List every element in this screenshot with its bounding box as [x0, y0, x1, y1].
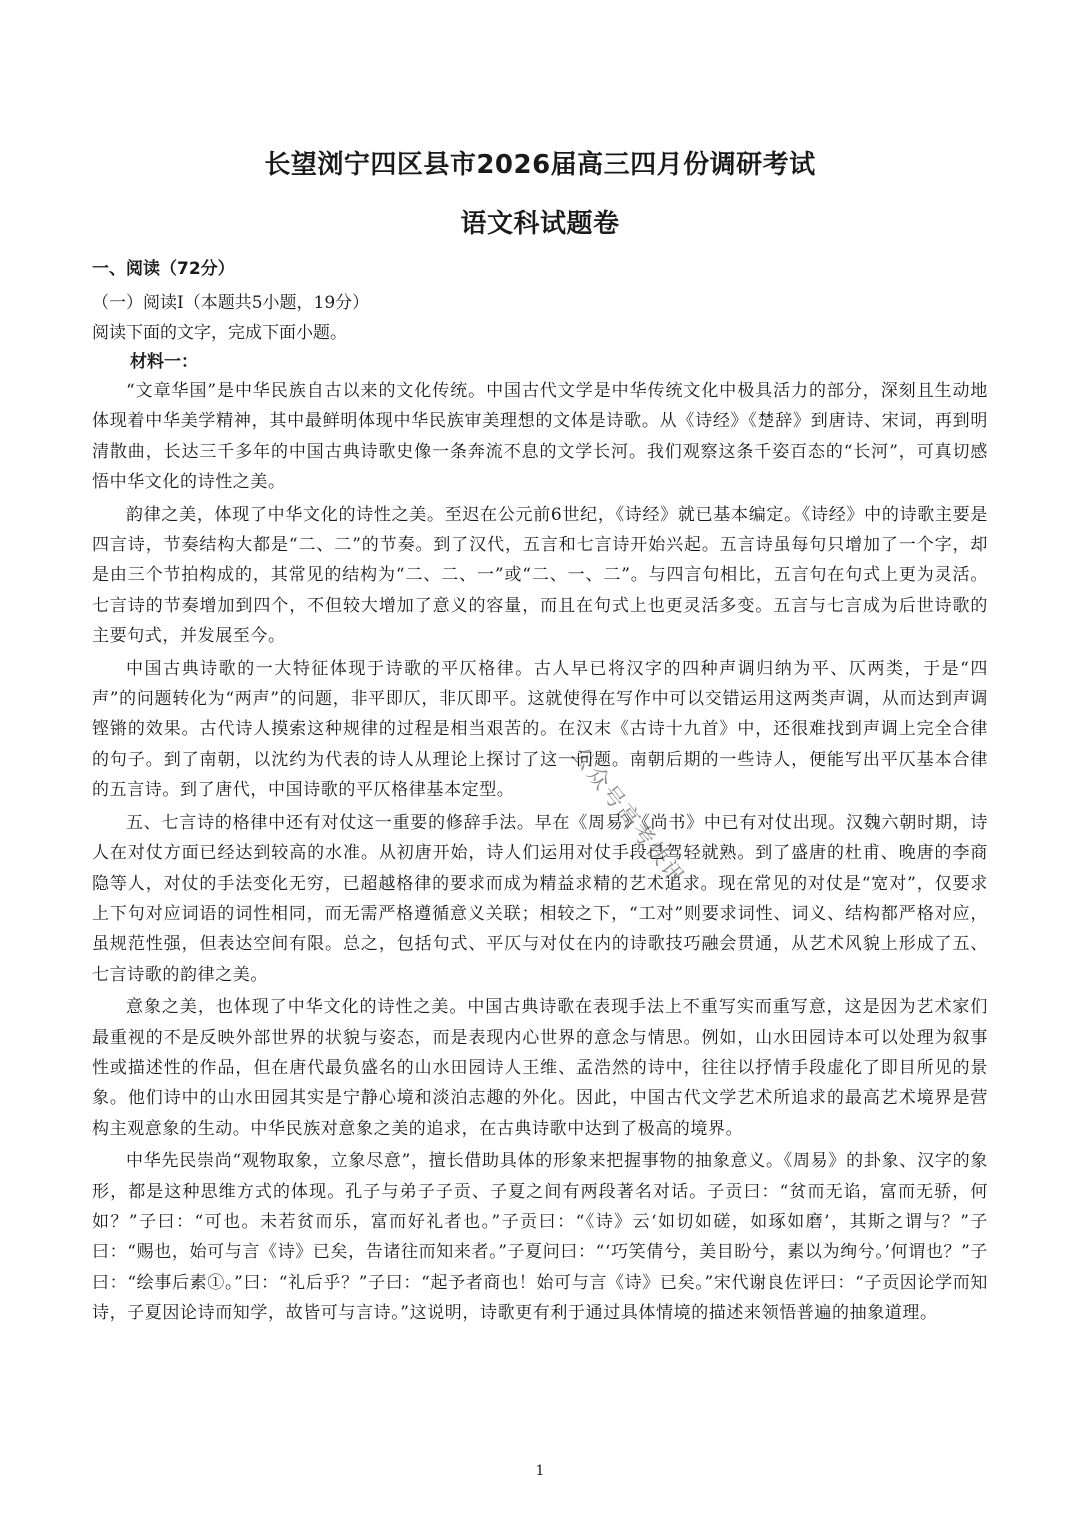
material-label: 材料一： — [130, 352, 198, 372]
paragraph: 韵律之美，体现了中华文化的诗性之美。至迟在公元前6世纪，《诗经》就已基本编定。《诗经》中的诗歌主要是四言诗，节奏结构大都是“二、二”的节奏。到了汉代，五言和七言诗开始兴起。五言诗虽每句只增加了一个字，却是由三个节拍构成的，其常见的结构为“二、二、一”或“二、一、二”。与四言句相比，五言句在句式上更为灵活。七言诗的节奏增加到四个，不但较大增加了意义的容量，而且在句式上也更灵活多变。五言与七言成为后世诗歌的主要句式，并发展至今。 — [92, 504, 988, 647]
paragraph: 五、七言诗的格律中还有对仗这一重要的修辞手法。早在《周易》《尚书》中已有对仗出现。汉魏六朝时期，诗人在对仗方面已经达到较高的水准。从初唐开始，诗人们运用对仗手段已驾轻就熟。到了盛唐的杜甫、晚唐的李商隐等人，对仗的手法变化无穷，已超越格律的要求而成为精益求精的艺术追求。现在常见的对仗是“宽对”，仅要求上下句对应词语的词性相同，而无需严格遵循意义关联；相较之下，“工对”则要求词性、词义、结构都严格对应，虽规范性强，但表达空间有限。总之，包括句式、平仄与对仗在内的诗歌技巧融会贯通，从艺术风貌上形成了五、七言诗歌的韵律之美。 — [92, 812, 988, 985]
paragraph: “文章华国”是中华民族自古以来的文化传统。中国古代文学是中华传统文化中极具活力的部分，深刻且生动地体现着中华美学精神，其中最鲜明体现中华民族审美理想的文体是诗歌。从《诗经》《楚辞》到唐诗、宋词，再到明清散曲，长达三千多年的中国古典诗歌史像一条奔流不息的文学长河。我们观察这条千姿百态的“长河”，可真切感悟中华文化的诗性之美。 — [92, 381, 988, 493]
reading-instruction: 阅读下面的文字，完成下面小题。 — [92, 323, 347, 343]
exam-title: 长望浏宁四区县市2026届高三四月份调研考试 — [264, 150, 816, 180]
passage-body — [92, 376, 988, 1331]
paragraph: 中华先民崇尚“观物取象，立象尽意”，擅长借助具体的形象来把握事物的抽象意义。《周易》的卦象、汉字的象形，都是这种思维方式的体现。孔子与弟子子贡、子夏之间有两段著名对话。子贡曰：“贫而无谄，富而无骄，何如？”子曰：“可也。未若贫而乐，富而好礼者也。”子贡曰：“《诗》云‘如切如磋，如琢如磨’，其斯之谓与？”子曰：“赐也，始可与言《诗》已矣，告诸往而知来者。”子夏问曰：“‘巧笑倩兮，美目盼兮，素以为绚兮。’何谓也？”子曰：“绘事后素①。”曰：“礼后乎？”子曰：“起予者商也！始可与言《诗》已矣。”宋代谢良佐评曰：“子贡因论学而知诗，子夏因论诗而知学，故皆可与言诗。”这说明，诗歌更有利于通过具体情境的描述来领悟普遍的抽象道理。 — [92, 1151, 988, 1324]
page-number: 1 — [535, 1463, 545, 1479]
watermark-text: 公众号高考快讯 — [566, 743, 690, 891]
paragraph: 中国古典诗歌的一大特征体现于诗歌的平仄格律。古人早已将汉字的四种声调归纳为平、仄两类，于是“四声”的问题转化为“两声”的问题，非平即仄，非仄即平。这就使得在写作中可以交错运用这两类声调，从而达到声调铿锵的效果。古代诗人摸索这种规律的过程是相当艰苦的。在汉末《古诗十九首》中，还很难找到声调上完全合律的句子。到了南朝，以沈约为代表的诗人从理论上探讨了这一问题。南朝后期的一些诗人，便能写出平仄基本合律的五言诗。到了唐代，中国诗歌的平仄格律基本定型。 — [92, 658, 988, 801]
subsection-heading: （一）阅读Ⅰ（本题共5小题，19分） — [92, 293, 370, 313]
exam-subtitle: 语文科试题卷 — [460, 209, 620, 239]
paragraph: 意象之美，也体现了中华文化的诗性之美。中国古典诗歌在表现手法上不重写实而重写意，这是因为艺术家们最重视的不是反映外部世界的状貌与姿态，而是表现内心世界的意念与情思。例如，山水田园诗本可以处理为叙事性或描述性的作品，但在唐代最负盛名的山水田园诗人王维、孟浩然的诗中，往往以抒情手段虚化了即目所见的景象。他们诗中的山水田园其实是宁静心境和淡泊志趣的外化。因此，中国古代文学艺术所追求的最高艺术境界是营构主观意象的生动。中华民族对意象之美的追求，在古典诗歌中达到了极高的境界。 — [92, 997, 988, 1139]
section-heading: 一、阅读（72分） — [92, 259, 235, 279]
